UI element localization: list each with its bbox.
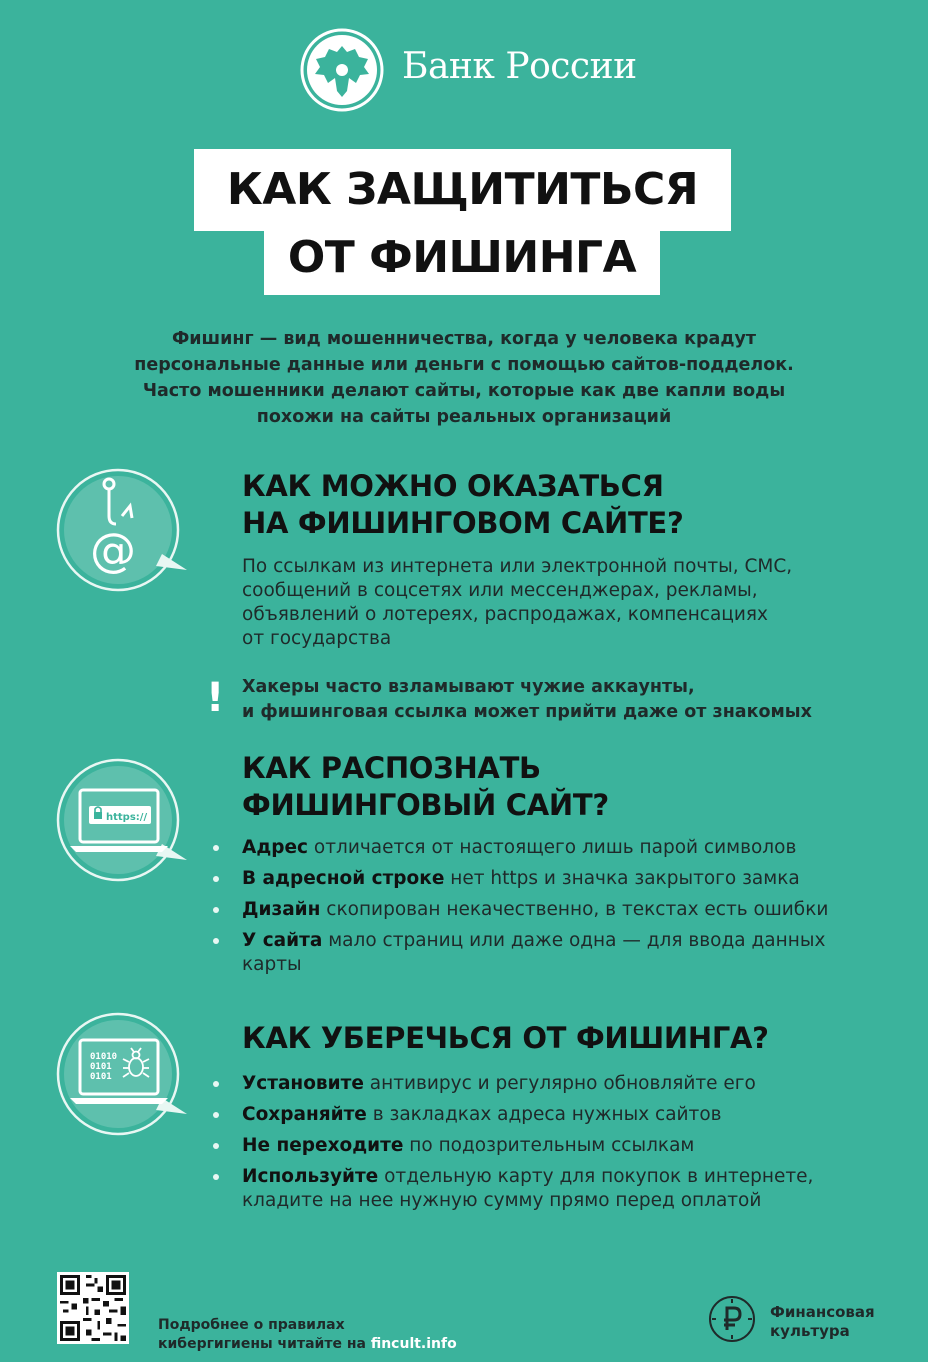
list-item [242, 836, 828, 860]
bullet-text: антивирус и регулярно обновляйте его [363, 1073, 756, 1094]
bank-name: Банк России [402, 46, 637, 87]
bullet-dot [213, 1143, 219, 1149]
list-item [242, 1103, 813, 1127]
list-item [242, 1072, 813, 1096]
footer-text-line [158, 1335, 457, 1354]
binary-line: 0101 [90, 1072, 112, 1082]
section-2-title-line: ФИШИНГОВЫЙ САЙТ? [242, 788, 609, 822]
list-item [242, 1134, 813, 1158]
section-1-title [242, 468, 683, 542]
laptop-virus-icon [50, 1010, 190, 1140]
bullet-dot [213, 1174, 219, 1180]
section-1-title-line: НА ФИШИНГОВОМ САЙТЕ? [242, 506, 684, 540]
fincult-name-line: культура [770, 1322, 850, 1340]
list-item [242, 929, 828, 977]
bullet-text: в закладках адреса нужных сайтов [366, 1104, 722, 1125]
binary-line: 0101 [90, 1062, 112, 1072]
intro-line: похожи на сайты реальных организаций [256, 407, 672, 427]
section-1-body-line: объявлений о лотереях, распродажах, компенсациях [242, 604, 768, 625]
bullet-text: отличается от настоящего лишь парой символов [308, 837, 797, 858]
fincult-name [770, 1303, 875, 1341]
section-1-body-line: сообщений в соцсетях или мессенджерах, рекламы, [242, 580, 758, 601]
section-3-title [242, 1020, 769, 1057]
section-2-title [242, 750, 609, 824]
intro-line: Часто мошенники делают сайты, которые как две капли воды [142, 381, 786, 401]
bullet-dot [213, 845, 219, 851]
bullet-text: по подозрительным ссылкам [403, 1135, 695, 1156]
fincult-name-line: Финансовая [770, 1303, 875, 1321]
intro-line: персональные данные или деньги с помощью сайтов-подделок. [134, 355, 794, 375]
warning-exclamation-icon: ! [206, 675, 225, 721]
fincult-link[interactable]: fincult.info [370, 1336, 457, 1352]
bullet-dot [213, 1081, 219, 1087]
bullet-text: нет https и значка закрытого замка [444, 868, 800, 889]
section-2-list [242, 836, 828, 984]
bullet-text: скопирован некачественно, в текстах есть ошибки [320, 899, 829, 920]
intro-line: Фишинг — вид мошенничества, когда у человека крадут [171, 329, 757, 349]
footer-text [158, 1316, 457, 1354]
bullet-bold: Сохраняйте [242, 1104, 367, 1125]
bullet-bold: Установите [242, 1073, 364, 1094]
page-title-line-2: ОТ ФИШИНГА [264, 223, 660, 295]
section-1-body [242, 555, 792, 651]
bullet-bold: Адрес [242, 837, 309, 858]
bullet-bold: У сайта [242, 930, 323, 951]
binary-line: 01010 [90, 1052, 118, 1062]
page-title-line-1: КАК ЗАЩИТИТЬСЯ [194, 149, 731, 231]
bullet-bold: В адресной строке [242, 868, 445, 889]
list-item [242, 1165, 813, 1213]
bullet-text: мало страниц или даже одна — для ввода данных [322, 930, 826, 951]
bullet-text: отдельную карту для покупок в интернете, [378, 1166, 814, 1187]
bullet-dot [213, 938, 219, 944]
section-3-title-line: КАК УБЕРЕЧЬСЯ ОТ ФИШИНГА? [242, 1021, 769, 1055]
hook-at-sign-icon [50, 466, 190, 596]
section-2-title-line: КАК РАСПОЗНАТЬ [242, 751, 541, 785]
section-1-title-line: КАК МОЖНО ОКАЗАТЬСЯ [242, 469, 664, 503]
bullet-bold: Не переходите [242, 1135, 404, 1156]
section-1-body-line: от государства [242, 628, 392, 649]
https-label: https:// [106, 812, 148, 823]
footer-text-prefix: кибергигиены читайте на [158, 1336, 371, 1352]
bullet-dot [213, 1112, 219, 1118]
qr-code-icon[interactable] [57, 1272, 129, 1344]
bullet-bold: Дизайн [242, 899, 321, 920]
list-item [242, 898, 828, 922]
warning-text [242, 675, 812, 725]
bullet-bold: Используйте [242, 1166, 379, 1187]
section-3-list [242, 1072, 813, 1220]
bullet-dot [213, 907, 219, 913]
bullet-text-continued: карты [242, 954, 302, 975]
section-1-body-line: По ссылкам из интернета или электронной почты, СМС, [242, 556, 793, 577]
bullet-text-continued: кладите на нее нужную сумму прямо перед оплатой [242, 1190, 762, 1211]
warning-line: Хакеры часто взламывают чужие аккаунты, [242, 677, 695, 697]
list-item [242, 867, 828, 891]
warning-line: и фишинговая ссылка может прийти даже от знакомых [242, 702, 812, 722]
eagle-emblem-icon [300, 28, 384, 112]
bullet-dot [213, 876, 219, 882]
intro-paragraph [110, 326, 818, 430]
footer-text-line: Подробнее о правилах [158, 1317, 345, 1333]
svg-text:@: @ [90, 523, 136, 577]
ruble-circle-icon [707, 1294, 757, 1344]
laptop-https-icon [50, 756, 190, 886]
